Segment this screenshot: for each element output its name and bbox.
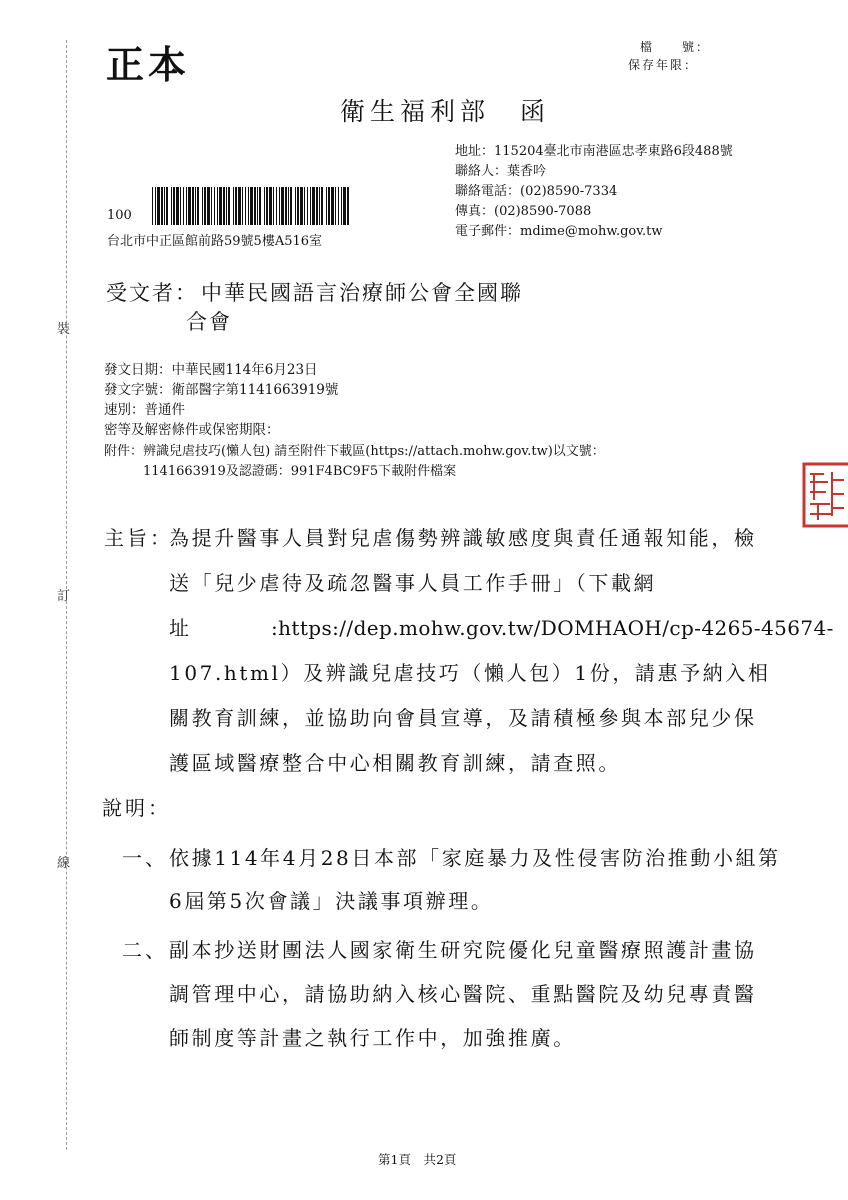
subject-line: 為提升醫事人員對兒虐傷勢辨識敏感度與責任通報知能，檢 — [169, 526, 757, 550]
barcode-bar — [214, 187, 215, 225]
explanation-item-line: 調管理中心，請協助納入核心醫院、重點醫院及幼兒專責醫 — [169, 982, 757, 1006]
barcode-bar — [288, 187, 289, 225]
barcode-bar — [312, 187, 315, 225]
barcode-bar — [217, 187, 218, 225]
barcode-bar — [164, 187, 165, 225]
subject-line: 址 :https://dep.mohw.gov.tw/DOMHAOH/cp-4265-45674- — [169, 616, 834, 640]
barcode-bar — [321, 187, 323, 225]
barcode-bar — [316, 187, 318, 225]
subject-line: 護區域醫療整合中心相關教育訓練，請查照。 — [169, 751, 621, 775]
barcode — [152, 187, 352, 225]
barcode-bar — [235, 187, 237, 225]
barcode-bar — [245, 187, 246, 225]
barcode-bar — [242, 187, 243, 225]
barcode-bar — [211, 187, 212, 225]
barcode-bar — [183, 187, 184, 225]
barcode-bar — [161, 187, 163, 225]
barcode-bar — [254, 187, 256, 225]
doc-number: 發文字號：衛部醫字第1141663919號 — [104, 382, 339, 398]
barcode-bar — [195, 187, 196, 225]
contact-phone: 聯絡電話：(02)8590-7334 — [455, 184, 618, 199]
secrecy-level: 密等及解密條件或保密期限： — [104, 422, 280, 438]
binding-char-2: 訂 — [57, 589, 71, 604]
barcode-bar — [171, 187, 172, 225]
subject-label: 主旨： — [104, 526, 173, 550]
barcode-bar — [304, 187, 305, 225]
barcode-bar — [295, 187, 296, 225]
barcode-bar — [166, 187, 168, 225]
barcode-bar — [264, 187, 265, 225]
attachment-line-1: 附件：辨識兒虐技巧(懶人包) 請至附件下載區(https://attach.mohw.gov.tw)以文號： — [104, 444, 605, 459]
barcode-bar — [328, 187, 330, 225]
barcode-bar — [176, 187, 179, 225]
barcode-bar — [341, 187, 342, 225]
barcode-bar — [269, 187, 272, 225]
barcode-bar — [310, 187, 311, 225]
explanation-label: 說明： — [102, 796, 171, 820]
barcode-bar — [276, 187, 277, 225]
recipient-line-1: 中華民國語言治療師公會全國聯 — [201, 281, 523, 305]
subject-line: 關教育訓練，並協助向會員宣導，及請積極參與本部兒少保 — [169, 706, 757, 730]
barcode-bar — [250, 187, 253, 225]
barcode-bar — [257, 187, 258, 225]
barcode-bar — [152, 187, 153, 225]
barcode-bar — [248, 187, 249, 225]
barcode-bar — [202, 187, 203, 225]
explanation-item-number: 二、 — [122, 938, 168, 962]
barcode-bar — [343, 187, 346, 225]
subject-line: 送「兒少虐待及疏忽醫事人員工作手冊」（下載網 — [169, 571, 657, 595]
barcode-bar — [228, 187, 230, 225]
binding-char-3: 線 — [57, 856, 71, 871]
barcode-bar — [204, 187, 206, 225]
contact-fax: 傳真：(02)8590-7088 — [455, 204, 592, 219]
barcode-bar — [157, 187, 160, 225]
agency-title: 衛生福利部 函 — [340, 97, 551, 126]
explanation-item-line: 師制度等計畫之執行工作中，加強推廣。 — [169, 1026, 576, 1050]
barcode-bar — [238, 187, 241, 225]
barcode-bar — [331, 187, 334, 225]
mailing-address: 台北市中正區館前路59號5樓A516室 — [107, 234, 323, 249]
barcode-bar — [223, 187, 225, 225]
copy-mark: 正本 — [106, 42, 191, 87]
barcode-bar — [300, 187, 303, 225]
contact-person: 聯絡人：葉香吟 — [455, 164, 547, 179]
contact-address: 地址：115204臺北市南港區忠孝東路6段488號 — [455, 144, 733, 159]
barcode-bar — [207, 187, 210, 225]
barcode-bar — [192, 187, 194, 225]
barcode-bar — [188, 187, 191, 225]
barcode-bar — [226, 187, 227, 225]
mailing-postcode: 100 — [107, 208, 132, 223]
barcode-bar — [281, 187, 284, 225]
barcode-bar — [338, 187, 339, 225]
barcode-bar — [290, 187, 292, 225]
file-no-label: 檔 號： — [640, 40, 711, 54]
page-number: 第1頁 共2頁 — [378, 1152, 457, 1167]
barcode-bar — [180, 187, 181, 225]
barcode-bar — [259, 187, 261, 225]
barcode-bar — [279, 187, 280, 225]
barcode-bar — [326, 187, 327, 225]
official-seal-stamp — [800, 460, 848, 530]
explanation-item-line: 6屆第5次會議」決議事項辦理。 — [169, 889, 494, 913]
barcode-bar — [307, 187, 308, 225]
barcode-bar — [319, 187, 320, 225]
recipient-line-2: 合會 — [186, 310, 232, 334]
barcode-bar — [273, 187, 274, 225]
binding-char-1: 裝 — [57, 322, 71, 337]
recipient-label: 受文者： — [106, 281, 198, 305]
barcode-bar — [219, 187, 222, 225]
barcode-bar — [173, 187, 175, 225]
delivery-speed: 速別：普通件 — [104, 402, 185, 418]
barcode-bar — [266, 187, 268, 225]
issue-date: 發文日期：中華民國114年6月23日 — [104, 362, 318, 378]
explanation-item-line: 依據114年4月28日本部「家庭暴力及性侵害防治推動小組第 — [169, 846, 781, 870]
barcode-bar — [285, 187, 287, 225]
barcode-bar — [297, 187, 299, 225]
barcode-bar — [197, 187, 199, 225]
explanation-item-number: 一、 — [122, 846, 168, 870]
retention-label: 保存年限： — [628, 58, 699, 72]
attachment-line-2: 1141663919及認證碼：991F4BC9F5下載附件檔案 — [143, 464, 457, 479]
explanation-item-line: 副本抄送財團法人國家衛生研究院優化兒童醫療照護計畫協 — [169, 938, 757, 962]
subject-line: 107.html）及辨識兒虐技巧（懶人包）1份，請惠予納入相 — [169, 661, 771, 685]
contact-email: 電子郵件：mdime@mohw.gov.tw — [455, 224, 663, 239]
barcode-bar — [233, 187, 234, 225]
barcode-bar — [335, 187, 336, 225]
barcode-bar — [186, 187, 187, 225]
barcode-bar — [347, 187, 349, 225]
barcode-bar — [155, 187, 156, 225]
